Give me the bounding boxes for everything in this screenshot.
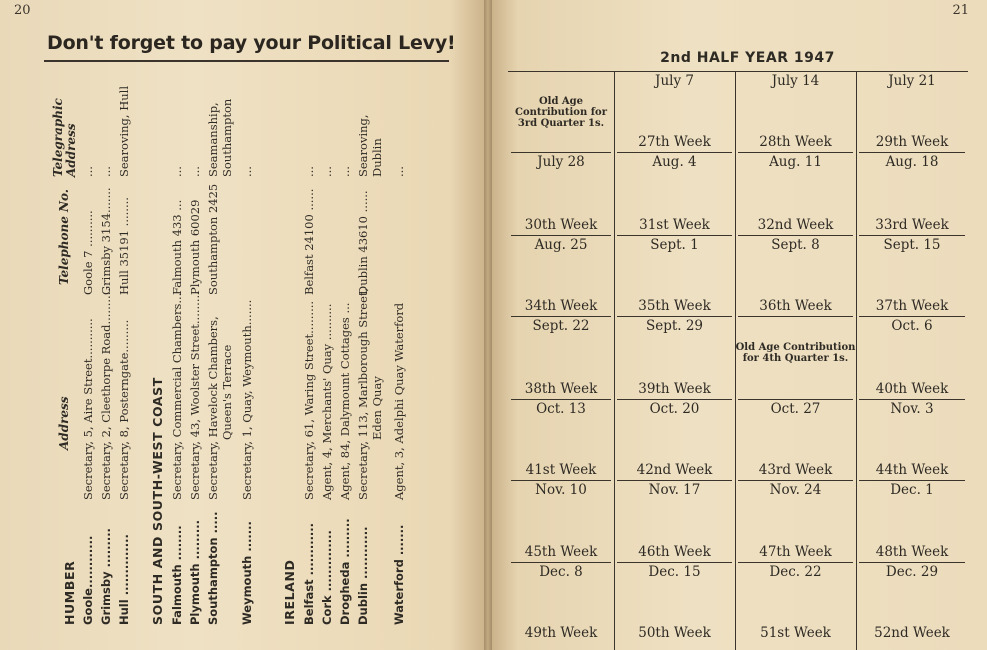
region-heading-ireland: IRELAND — [282, 559, 297, 625]
week-label: 38th Week — [524, 381, 598, 397]
branch-telegraphic: ... — [81, 166, 95, 177]
directory-row — [320, 77, 336, 625]
old-age-contribution-note-q3: Old Age Contribution for 3rd Quarter 1s. — [515, 96, 607, 129]
week-date: Sept. 29 — [645, 318, 704, 334]
week-label: 47th Week — [759, 544, 832, 560]
branch-address: Agent, 84, Dalymount Cottages ... — [338, 302, 352, 500]
week-label: 52nd Week — [874, 625, 950, 641]
week-label: 27th Week — [638, 134, 711, 150]
branch-address: Secretary, 8, Posterngate......... — [117, 319, 131, 500]
cell-divider — [859, 316, 965, 317]
branch-telegraphic: Searoving, Dublin — [356, 114, 384, 177]
heading-underline — [44, 60, 449, 62]
branch-address: Secretary, 43, Woolster Street......... — [188, 291, 202, 500]
branch-place: Hull .............. — [117, 534, 131, 625]
directory-row — [392, 77, 408, 625]
branch-telegraphic: ... — [302, 166, 316, 177]
cell-divider — [511, 152, 611, 153]
branch-address: Secretary, 2, Cleethorpe Road.......... — [99, 287, 113, 500]
header-date: July 7 — [655, 73, 694, 89]
column-header-telephone: Telephone No. — [57, 189, 71, 285]
branch-telegraphic: ... — [320, 166, 334, 177]
week-date: Nov. 17 — [648, 482, 701, 498]
region-heading-humber: HUMBER — [62, 560, 77, 625]
branch-address: Agent, 4, Merchants' Quay .......... — [320, 303, 334, 500]
week-date: Sept. 15 — [883, 237, 941, 253]
directory-row — [188, 77, 204, 625]
branch-address: Secretary, Havelock Chambers, — [206, 316, 220, 500]
branch-address-line2: Queen's Terrace — [220, 344, 234, 440]
branch-place: Plymouth ......... — [188, 520, 202, 625]
header-date: July 14 — [771, 73, 820, 89]
header-date: July 21 — [888, 73, 936, 89]
week-label: 29th Week — [875, 134, 949, 150]
left-page — [0, 0, 488, 650]
week-date: Nov. 3 — [890, 401, 934, 417]
cell-divider — [859, 480, 965, 481]
branch-place: Southampton ..... — [206, 511, 220, 625]
week-date: Dec. 15 — [648, 564, 701, 580]
cell-divider — [511, 562, 611, 563]
week-date: Oct. 6 — [891, 318, 933, 334]
cell-divider — [617, 562, 732, 563]
calendar-top-rule — [508, 71, 968, 72]
branch-telegraphic: ... — [188, 166, 202, 177]
right-page — [488, 0, 987, 650]
cell-divider — [859, 399, 965, 400]
branch-telegraphic: Searoving, Hull — [117, 85, 131, 177]
directory-row — [206, 77, 236, 625]
directory-row — [117, 77, 133, 625]
branch-phone: Falmouth 433 ... — [170, 199, 184, 295]
cell-divider — [617, 399, 732, 400]
cell-divider — [511, 235, 611, 236]
week-label: 44th Week — [875, 462, 949, 478]
branch-telegraphic: ... — [240, 166, 254, 177]
directory-row — [170, 77, 186, 625]
week-label: 41st Week — [525, 462, 597, 478]
cell-divider — [738, 480, 853, 481]
branch-telegraphic: ... — [392, 166, 406, 177]
region-heading-south-coast: SOUTH AND SOUTH-WEST COAST — [150, 377, 165, 625]
branch-phone: Hull 35191 ........ — [117, 197, 131, 295]
week-label: 32nd Week — [757, 217, 834, 233]
week-label: 43rd Week — [758, 462, 833, 478]
week-label: 49th Week — [524, 625, 598, 641]
political-levy-heading: Don't forget to pay your Political Levy! — [47, 32, 456, 54]
branch-place: Goole............ — [81, 535, 95, 625]
week-label: 37th Week — [875, 298, 949, 314]
week-label: 28th Week — [759, 134, 832, 150]
directory-row — [81, 77, 97, 625]
cell-divider — [511, 316, 611, 317]
week-date: Dec. 22 — [769, 564, 822, 580]
week-date: Aug. 11 — [769, 154, 822, 170]
week-date: Aug. 18 — [885, 154, 939, 170]
week-date: Oct. 13 — [536, 401, 586, 417]
column-header-address: Address — [57, 396, 71, 450]
week-label: 30th Week — [524, 217, 598, 233]
branch-phone: Southampton 2425 — [206, 183, 220, 295]
branch-phone: Plymouth 60029 — [188, 199, 202, 295]
branch-telegraphic: ... — [99, 166, 113, 177]
branch-telegraphic: ... — [338, 166, 352, 177]
week-label: 45th Week — [524, 544, 598, 560]
branch-place: Grimsby ......... — [99, 528, 113, 625]
cell-divider — [859, 562, 965, 563]
week-label: 35th Week — [638, 298, 711, 314]
week-label: 31st Week — [639, 217, 710, 233]
calendar-title: 2nd HALF YEAR 1947 — [660, 50, 835, 66]
directory-row — [240, 77, 256, 625]
week-date: Sept. 22 — [532, 318, 590, 334]
directory-row — [356, 77, 386, 625]
branch-address: Secretary, 5, Aire Street........... — [81, 318, 95, 500]
branch-phone: Grimsby 3154....... — [99, 187, 113, 295]
week-date: Sept. 8 — [771, 237, 820, 253]
week-date: Oct. 27 — [770, 401, 821, 417]
week-date: July 28 — [537, 154, 585, 170]
week-date: Nov. 24 — [769, 482, 822, 498]
branch-address-line2: Eden Quay — [370, 376, 384, 440]
directory-row — [99, 77, 115, 625]
cell-divider — [859, 235, 965, 236]
directory-row — [338, 77, 354, 625]
branch-phone: Dublin 43610 ...... — [356, 190, 370, 295]
week-date: Nov. 10 — [535, 482, 587, 498]
branch-address: Secretary, 1, Quay, Weymouth....... — [240, 299, 254, 500]
branch-place: Weymouth ....... — [240, 521, 254, 625]
branch-directory-table — [50, 77, 450, 625]
week-date: Sept. 1 — [650, 237, 699, 253]
week-label: 46th Week — [638, 544, 711, 560]
week-label: 51st Week — [760, 625, 831, 641]
week-date: Dec. 1 — [890, 482, 934, 498]
cell-divider — [738, 562, 853, 563]
cell-divider — [511, 399, 611, 400]
cell-divider — [617, 235, 732, 236]
week-date: Aug. 4 — [652, 154, 697, 170]
week-date: Dec. 8 — [539, 564, 583, 580]
branch-place: Falmouth ........ — [170, 525, 184, 625]
branch-address: Secretary, 61, Waring Street......... — [302, 300, 316, 500]
branch-address: Agent, 3, Adelphi Quay Waterford — [392, 302, 406, 500]
cell-divider — [738, 235, 853, 236]
branch-place: Belfast ............ — [302, 522, 316, 625]
branch-phone: Goole 7 .......... — [81, 210, 95, 295]
book-gutter — [484, 0, 492, 650]
column-header-telegraphic: Telegraphic Address — [51, 98, 78, 177]
page-number-right: 21 — [952, 3, 969, 18]
branch-place: Waterford ....... — [392, 524, 406, 625]
cell-divider — [859, 152, 965, 153]
week-date: Aug. 25 — [534, 237, 588, 253]
week-date: Dec. 29 — [885, 564, 939, 580]
branch-telegraphic: Seamanship, Southampton — [206, 98, 234, 177]
week-label: 42nd Week — [636, 462, 713, 478]
cell-divider — [738, 399, 853, 400]
week-label: 48th Week — [875, 544, 949, 560]
cell-divider — [738, 316, 853, 317]
cell-divider — [617, 316, 732, 317]
week-label: 34th Week — [524, 298, 598, 314]
cell-divider — [617, 480, 732, 481]
branch-telegraphic: ... — [170, 166, 184, 177]
directory-row — [302, 77, 318, 625]
old-age-contribution-note-q4: Old Age Contribution for 4th Quarter 1s. — [735, 342, 856, 364]
branch-place: Dublin ............ — [356, 526, 370, 625]
week-label: 36th Week — [759, 298, 832, 314]
week-label: 33rd Week — [875, 217, 949, 233]
week-label: 50th Week — [638, 625, 711, 641]
cell-divider — [511, 480, 611, 481]
branch-place: Drogheda ......... — [338, 518, 352, 625]
page-number-left: 20 — [14, 3, 31, 18]
branch-address: Secretary, Commercial Chambers... — [170, 292, 184, 500]
branch-address: Secretary, 113, Marlborough Street, — [356, 287, 370, 500]
cell-divider — [617, 152, 732, 153]
week-label: 39th Week — [638, 381, 711, 397]
branch-phone: Belfast 24100 ...... — [302, 188, 316, 295]
week-date: Oct. 20 — [649, 401, 700, 417]
cell-divider — [738, 152, 853, 153]
branch-place: Cork .............. — [320, 530, 334, 625]
week-label: 40th Week — [875, 381, 949, 397]
